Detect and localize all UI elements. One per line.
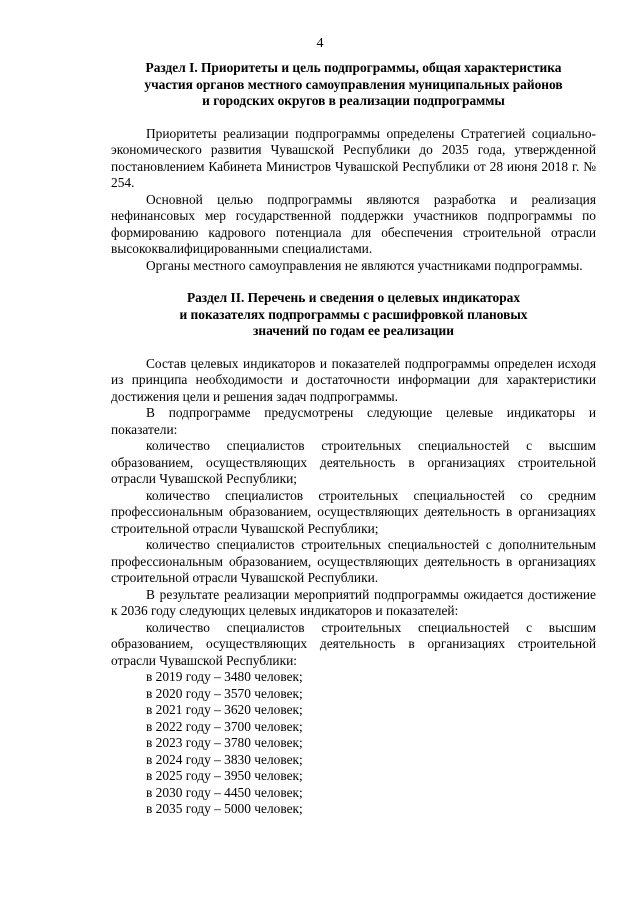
indicator-higher-education: количество специалистов строительных специальностей с высшим образованием, осуществляющих деятельность в организациях строительной отрасли Чувашской Республики; — [111, 438, 596, 486]
section-1-title-line: участия органов местного самоуправления муниципальных районов — [144, 76, 563, 92]
year-target-list — [111, 669, 596, 818]
list-item: в 2020 году – 3570 человек; — [146, 685, 303, 701]
section-2-title-line: и показателях подпрограммы с расшифровкой плановых — [179, 306, 528, 322]
section-1-paragraph-goal: Основной целью подпрограммы являются разработка и реализация нефинансовых мер государственной поддержки участников подпрограммы по формированию кадрового потенциала для обеспечения строительной отрасли высококвалифицированными специалистами. — [111, 191, 596, 256]
section-2-title — [111, 290, 596, 340]
section-1-title-line: Раздел I. Приоритеты и цель подпрограммы, общая характеристика — [145, 60, 562, 75]
section-2-paragraph-expected-results: В результате реализации мероприятий подпрограммы ожидается достижение к 2036 году следующих целевых индикаторов и показателей: — [111, 586, 596, 618]
document-body — [111, 60, 596, 818]
section-2-title-line: значений по годам ее реализации — [253, 323, 454, 338]
list-item: в 2021 году – 3620 человек; — [146, 702, 303, 717]
section-1-paragraph-local-authorities: Органы местного самоуправления не являются участниками подпрограммы. — [146, 257, 583, 273]
section-2-title-line: Раздел II. Перечень и сведения о целевых индикаторах — [186, 290, 521, 305]
section-1-title-line: и городских округов в реализации подпрограммы — [202, 93, 505, 108]
section-2-paragraph: В подпрограмме предусмотрены следующие целевые индикаторы и показатели: — [111, 405, 596, 437]
list-item: в 2035 году – 5000 человек; — [146, 801, 303, 816]
section-1-title — [111, 60, 596, 110]
list-item: в 2019 году – 3480 человек; — [146, 669, 303, 684]
page-number: 4 — [316, 36, 324, 51]
section-2-paragraph: Состав целевых индикаторов и показателей подпрограммы определен исходя из принципа необходимости и достаточности информации для характеристики достижения цели и решения задач подпрограммы. — [111, 355, 596, 404]
section-1-paragraph-priorities: Приоритеты реализации подпрограммы определены Стратегией социально-экономического развития Чувашской Республики до 2035 года, утвержденной постановлением Кабинета Министров Чувашской Республики от 28 июня 2018 г. № 254. — [111, 125, 596, 190]
indicator-additional-education: количество специалистов строительных специальностей с дополнительным профессиональным образованием, осуществляющих деятельность в организациях строительной отрасли Чувашской Республики. — [111, 537, 596, 585]
list-item: в 2030 году – 4450 человек; — [146, 784, 303, 800]
list-item: в 2023 году – 3780 человек; — [146, 735, 303, 750]
list-item: в 2024 году – 3830 человек; — [146, 751, 303, 767]
list-item: в 2025 году – 3950 человек; — [146, 768, 303, 783]
indicator-secondary-education: количество специалистов строительных специальностей со средним профессиональным образованием, осуществляющих деятельность в организациях строительной отрасли Чувашской Республики; — [111, 487, 596, 536]
indicator-higher-education-targets: количество специалистов строительных специальностей с высшим образованием, осуществляющих деятельность в организациях строительной отрасли Чувашской Республики: — [111, 619, 596, 668]
list-item: в 2022 году – 3700 человек; — [146, 718, 303, 734]
